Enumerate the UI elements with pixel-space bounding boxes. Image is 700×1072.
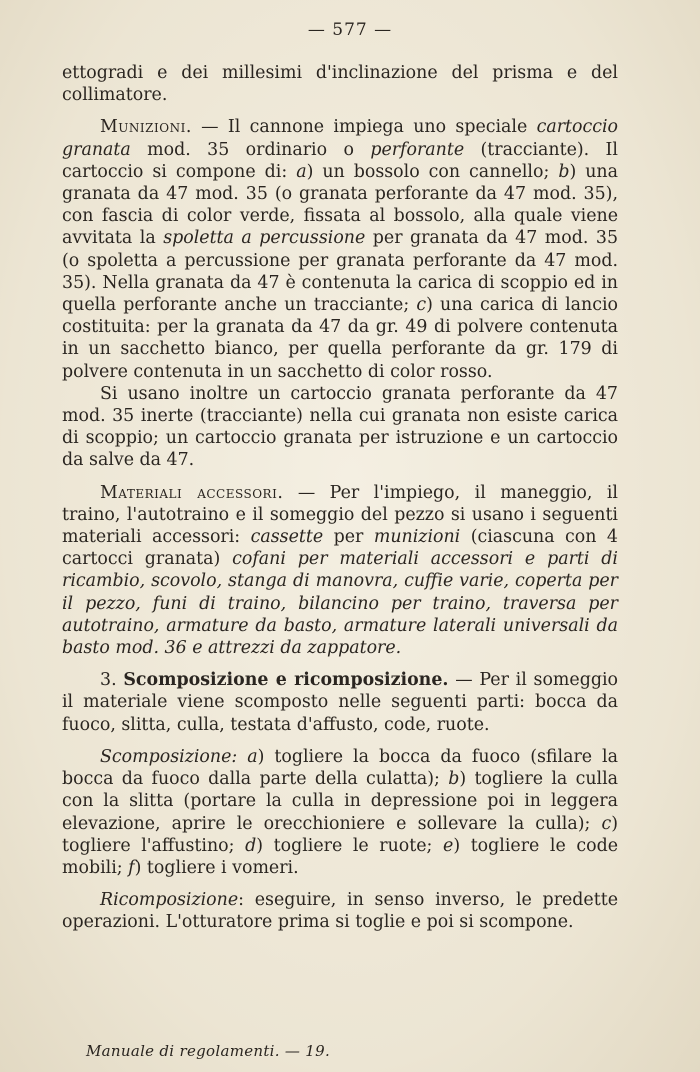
text-run: ) togliere la culla con la slitta (portare la culla in depressione poi in leggera elevazione, aprire le orecchioniere e sollevare la culla);	[62, 769, 619, 834]
italic-run: f	[128, 857, 135, 878]
text-run: — Per l'impiego, il maneggio, il traino, l'autotraino e il someggio del pezzo si usano i seguenti materiali accessori:	[62, 482, 618, 548]
italic-run: d	[245, 835, 257, 856]
text-run: — Il cannone impiega uno speciale	[191, 117, 537, 138]
paragraph-continuation: ettogradi e dei millesimi d'inclinazione del prisma e del collimatore.	[62, 63, 618, 106]
text-run: per granata da 47 mod. 35 (o spoletta a percussione per granata perforante da 47 mod. 35). Nella granata da 47 è contenuta la carica di scoppio ed in quella perforante anche un tracciante;	[62, 228, 619, 316]
text-run: ) togliere le ruote;	[256, 835, 444, 856]
italic-run: a	[296, 161, 307, 182]
section-heading-munizioni: Munizioni.	[100, 117, 192, 138]
text-run: : eseguire, in senso inverso, le predette operazioni. L'otturatore prima si toglie e poi si scompone.	[62, 890, 618, 933]
italic-run: Scomposizione:	[100, 746, 238, 767]
italic-run: perforante	[370, 139, 465, 160]
italic-run: c	[416, 295, 427, 316]
footer-title: Manuale di regolamenti.	[86, 1042, 280, 1060]
paragraph-scomposizione	[62, 746, 618, 879]
text-run: ) una granata da 47 mod. 35 (o granata perforante da 47 mod. 35), con fascia di color verde, fissata al bossolo, alla quale viene avvitata la	[62, 161, 618, 249]
italic-run: cassette	[250, 527, 324, 548]
italic-run: Ricomposizione	[100, 890, 239, 911]
text-run: per	[323, 527, 374, 548]
italic-run: c	[601, 813, 612, 834]
page-body	[62, 62, 618, 934]
italic-run: munizioni	[373, 527, 461, 548]
page-number-header: — 577 —	[307, 20, 393, 40]
text-run: ) un bossolo con cannello;	[306, 161, 559, 182]
text-run: ) togliere l'affustino;	[62, 813, 618, 856]
italic-run: cofani per materiali accessori e parti di ricambio, scovolo, stanga di manovra, cuffie varie, coperta per il pezzo, funi di traino, bilancino per traino, traversa per autotraino, armature da basto, armature laterali universali da basto mod. 36 e attrezzi da zappatore.	[62, 549, 618, 659]
text-run: ) una carica di lancio costituita: per la granata da 47 da gr. 49 di polvere contenuta in un sacchetto bianco, per quella perforante da gr. 179 di polvere contenuta in un sacchetto di color rosso.	[62, 295, 618, 382]
italic-run: b	[558, 161, 570, 182]
footer-signature: — 19.	[279, 1042, 331, 1060]
paragraph-materiali-accessori	[62, 482, 618, 660]
section-heading-materiali: Materiali accessori.	[100, 482, 284, 503]
page-footer	[86, 1042, 330, 1060]
paragraph-munizioni	[62, 116, 618, 382]
text-run: ) togliere i vomeri.	[134, 857, 299, 878]
italic-run: e	[443, 835, 454, 856]
text-run: ) togliere le code mobili;	[62, 835, 618, 878]
text-run: ) togliere la bocca da fuoco (sfilare la bocca da fuoco dalla parte della culatta);	[62, 746, 618, 790]
italic-run: spoletta a percussione	[163, 228, 366, 249]
paragraph-cartocci: Si usano inoltre un cartoccio granata perforante da 47 mod. 35 inerte (tracciante) nella cui granata non esiste carica di scoppio; un cartoccio granata per istruzione e un cartoccio da salve da 47.	[62, 383, 618, 471]
section-number: 3.	[100, 670, 117, 691]
section-heading-scomposizione: Scomposizione e ricomposizione.	[123, 670, 449, 691]
italic-run: a	[247, 746, 258, 767]
italic-run: cartoccio granata	[62, 117, 618, 160]
text-run: — Per il someggio il materiale viene scomposto nelle seguenti parti: bocca da fuoco, slitta, culla, testata d'affusto, code, ruote.	[62, 670, 618, 735]
text-run: mod. 35 ordinario o	[130, 139, 371, 160]
paragraph-scomposizione-heading	[62, 669, 618, 736]
italic-run: b	[448, 769, 460, 790]
paragraph-ricomposizione	[62, 889, 618, 933]
text-run: (ciascuna con 4 cartocci granata)	[62, 527, 618, 570]
text-run: (tracciante). Il cartoccio si compone di:	[62, 139, 618, 182]
